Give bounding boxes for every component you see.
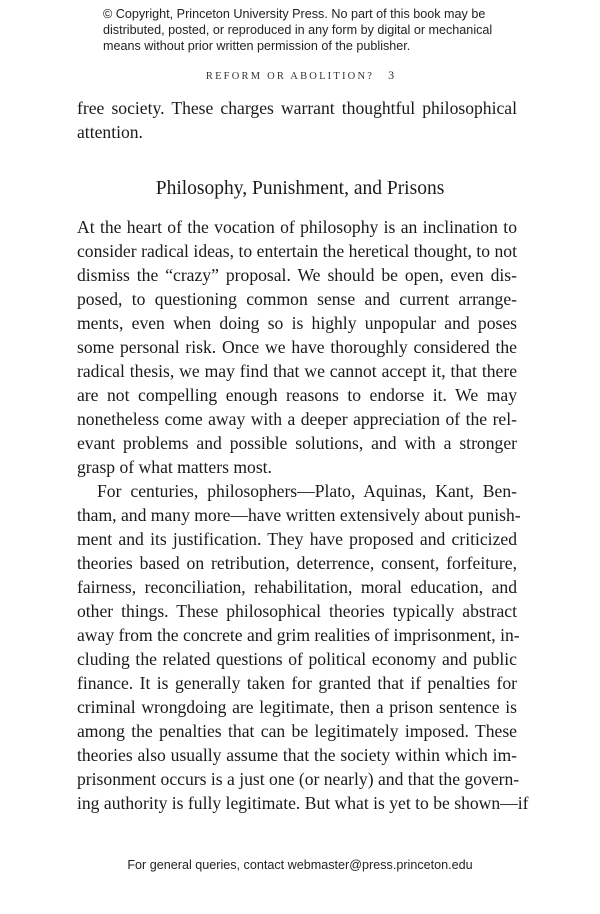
text-line: cluding the related questions of political economy and public bbox=[77, 649, 517, 669]
text-line: ments, even when doing so is highly unpopular and poses bbox=[77, 313, 517, 333]
text-line: theories also usually assume that the society within which im- bbox=[77, 745, 517, 765]
section-heading: Philosophy, Punishment, and Prisons bbox=[155, 178, 445, 199]
text-line: ment and its justification. They have proposed and criticized bbox=[77, 529, 517, 549]
running-head bbox=[0, 68, 600, 83]
text-line: finance. It is generally taken for granted that if penalties for bbox=[77, 673, 517, 693]
running-head-title: REFORM OR ABOLITION? bbox=[205, 71, 375, 82]
footer-contact: For general queries, contact webmaster@press.princeton.edu bbox=[127, 858, 473, 872]
text-line: prisonment occurs is a just one (or nearly) and that the govern- bbox=[77, 769, 520, 789]
text-line: At the heart of the vocation of philosophy is an inclination to bbox=[77, 217, 517, 237]
paragraph-1 bbox=[77, 96, 517, 144]
text-line: other things. These philosophical theories typically abstract bbox=[77, 601, 517, 621]
notice-line: © Copyright, Princeton University Press. No part of this book may be bbox=[103, 7, 486, 21]
text-line: dismiss the “crazy” proposal. We should be open, even dis- bbox=[77, 265, 517, 285]
text-line: nonetheless come away with a deeper appreciation of the rel- bbox=[77, 409, 517, 429]
text-line: criminal wrongdoing are legitimate, then a prison sentence is bbox=[77, 697, 517, 717]
text-line: For centuries, philosophers—Plato, Aquinas, Kant, Ben- bbox=[97, 481, 517, 501]
text-line: grasp of what matters most. bbox=[77, 457, 272, 477]
text-line: evant problems and possible solutions, and with a stronger bbox=[77, 433, 517, 453]
text-line: ing authority is fully legitimate. But what is yet to be shown—if bbox=[77, 793, 529, 813]
text-line: posed, to questioning common sense and current arrange- bbox=[77, 289, 517, 309]
text-line: attention. bbox=[77, 122, 143, 142]
text-line: consider radical ideas, to entertain the heretical thought, to not bbox=[77, 241, 517, 261]
text-line: tham, and many more—have written extensively about punish- bbox=[77, 505, 521, 525]
notice-line: distributed, posted, or reproduced in any form by digital or mechanical bbox=[103, 23, 493, 37]
text-line: away from the concrete and grim realities of imprisonment, in- bbox=[77, 625, 520, 645]
copyright-notice bbox=[103, 6, 523, 54]
text-line: radical thesis, we may find that we cannot accept it, that there bbox=[77, 361, 517, 381]
text-line: among the penalties that can be legitimately imposed. These bbox=[77, 721, 517, 741]
notice-line: means without prior written permission of the publisher. bbox=[103, 39, 411, 53]
text-line: some personal risk. Once we have thoroughly considered the bbox=[77, 337, 517, 357]
page-number: 3 bbox=[388, 68, 395, 82]
text-line: free society. These charges warrant thoughtful philosophical bbox=[77, 98, 517, 118]
text-line: are not compelling enough reasons to endorse it. We may bbox=[77, 385, 517, 405]
paragraph-2 bbox=[77, 215, 517, 479]
text-line: fairness, reconciliation, rehabilitation, moral education, and bbox=[77, 577, 517, 597]
paragraph-3 bbox=[77, 479, 529, 815]
text-line: theories based on retribution, deterrence, consent, forfeiture, bbox=[77, 553, 517, 573]
